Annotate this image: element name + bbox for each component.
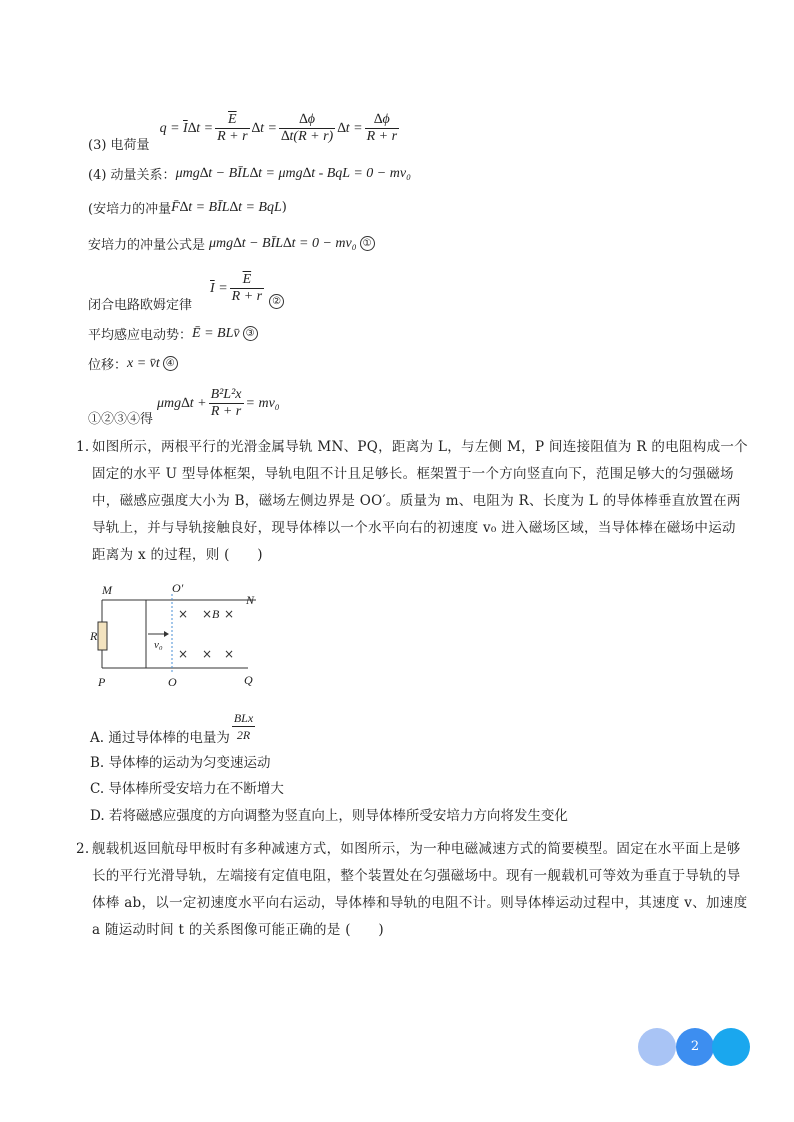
field-cross: × [202,647,213,661]
option-C[interactable]: C. 导体棒所受安培力在不断增大 [90,781,284,797]
page-number: 2 [690,1039,700,1054]
label-v0: v₀ [154,639,163,651]
option-D[interactable]: D. 若将磁感应强度的方向调整为竖直向上，则导体棒所受安培力方向将发生变化 [90,808,568,824]
derivation-line-7: 闭合电路欧姆定律 $\overline{I}$ = $\frac{\overline{E}}{R + r}$ ② [88,264,284,313]
question-1-stem: 如图所示，两根平行的光滑金属导轨 MN、PQ，距离为 L，与左侧 M，P 间连接阻值为 R 的电阻构成一个固定的水平 U 型导体框架，导轨电阻不计且足够长。框架置于一个方向竖直向下，范围足够大的匀强磁场中，磁感应强度大小为 B，磁场左侧边界是 OO′。质量为 m、电阻为 R、长度为 L 的导体棒垂直放置在两导轨上，并与导轨接触良好，现导体棒以一个水平向右的初速度 v₀ 进入磁场区域，当导体棒在磁场中运动距离为 x 的过程，则 ( ) [92,439,748,563]
derivation-line-8: 平均感应电动势： Ē = BLv̄ ③ [88,324,258,343]
page-dot-3 [712,1028,750,1066]
circuit-figure [88,578,278,690]
derivation-line-3: (3) 电荷量 $q = \overline{I}\Delta t$ = $\frac{\overline{E}}{R + r}$ ∆t = $\frac{\Delta\phi}{\Delta t(R + r)}$ ∆t = $\frac{\Delta\phi}{R + r}$ [88,112,398,153]
derivation-line-10: ①②③④得 μmg∆t + $\frac{\text{B²L²x}}{R + r}$ = mv₀ [88,387,280,427]
label-P: P [98,675,106,689]
option-A[interactable]: A. 通过导体棒的电量为 $\frac{\text{BLx}}{2R}$ [90,710,254,746]
label-charge: (3) 电荷量 [88,138,150,153]
question-1: 1. 如图所示，两根平行的光滑金属导轨 MN、PQ，距离为 L，与左侧 M，P 间连接阻值为 R 的电阻构成一个固定的水平 U 型导体框架，导轨电阻不计且足够长。框架置于一个方向竖直向下，范围足够大的匀强磁场中，磁感应强度大小为 B，磁场左侧边界是 OO′。质量为 m、电阻为 R、长度为 L 的导体棒垂直放置在两导轨上，并与导轨接触良好，现导体棒以一个水平向右的初速度 v₀ 进入磁场区域，当导体棒在磁场中运动距离为 x 的过程，则 ( ) [76,434,748,569]
label-Q: Q [244,673,253,687]
page-dot-1 [638,1028,676,1066]
label-B: B [212,607,220,621]
derivation-line-9: 位移： x = v̄t ④ [88,354,178,373]
arrow-icon [164,631,169,637]
derivation-line-5: (安培力的冲量 F̄∆t = BĪL∆t = BqL ) [88,199,287,217]
field-cross: × [178,647,189,661]
field-cross: × [224,647,235,661]
label-M: M [102,583,112,597]
question-2-stem: 舰载机返回航母甲板时有多种减速方式，如图所示，为一种电磁减速方式的简要模型。固定在水平面上是够长的平行光滑导轨，左端接有定值电阻，整个装置处在匀强磁场中。现有一舰载机可等效为垂直于导轨的导体棒 ab，以一定初速度水平向右运动，导体棒和导轨的电阻不计。则导体棒运动过程中，其速度 v、加速度 a 随运动时间 t 的关系图像可能正确的是 ( ) [92,841,748,938]
label-O: O [168,675,177,689]
field-cross: × [202,607,213,621]
label-R: R [90,629,98,643]
label-O-prime: O′ [172,581,184,595]
question-2: 2. 舰载机返回航母甲板时有多种减速方式，如图所示，为一种电磁减速方式的简要模型。固定在水平面上是够长的平行光滑导轨，左端接有定值电阻，整个装置处在匀强磁场中。现有一舰载机可等效为垂直于导轨的导体棒 ab，以一定初速度水平向右运动，导体棒和导轨的电阻不计。则导体棒运动过程中，其速度 v、加速度 a 随运动时间 t 的关系图像可能正确的是 ( ) [76,836,748,944]
field-cross: × [178,607,189,621]
label-N: N [246,593,255,607]
option-B[interactable]: B. 导体棒的运动为匀变速运动 [90,755,271,771]
resistor-icon [98,622,107,650]
derivation-line-4: (4) 动量关系： μmg∆t − BĪL∆t = μmg∆t - BqL = 0 − mv₀ [88,165,411,183]
derivation-line-6: 安培力的冲量公式是 μmg∆t − BĪL∆t = 0 − mv₀ ① [88,234,375,253]
field-cross: × [224,607,235,621]
